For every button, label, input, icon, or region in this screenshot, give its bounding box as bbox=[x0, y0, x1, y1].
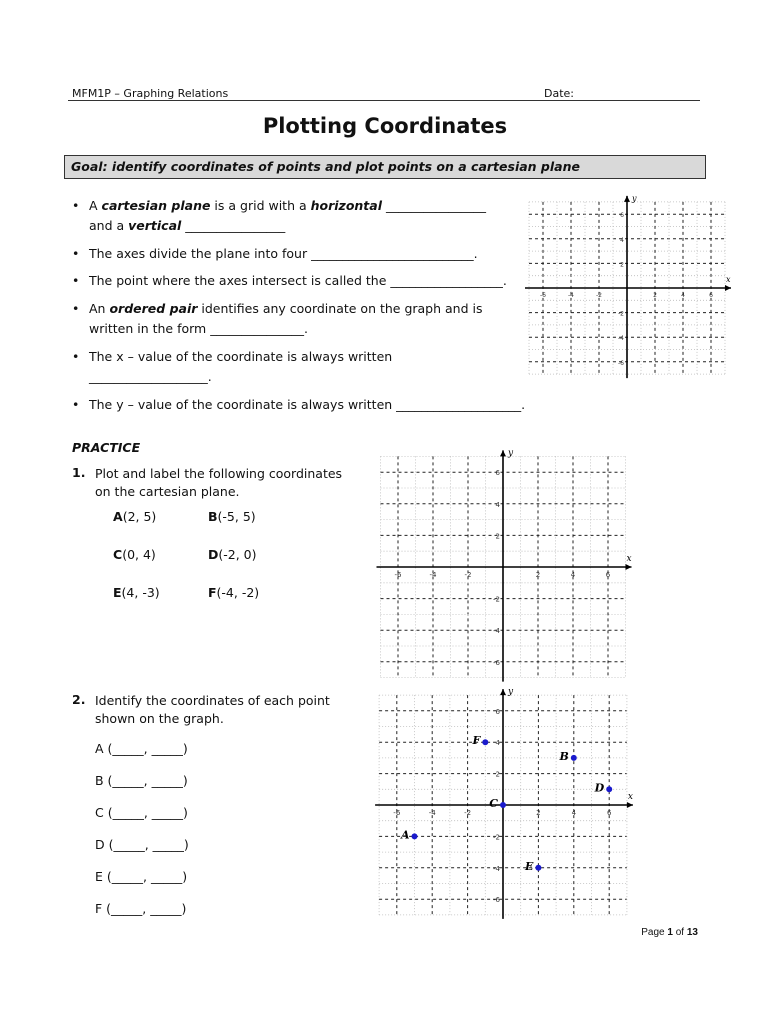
q2-graph-point-f bbox=[482, 739, 488, 745]
q2-graph-point-a bbox=[412, 833, 418, 839]
q2-answer-line: B (_____, _____) bbox=[95, 773, 188, 788]
q1-graph-y-tick-label: -2 bbox=[493, 595, 500, 604]
q2-graph-point-label: E bbox=[525, 859, 534, 873]
q2-graph-x-tick-label: -2 bbox=[464, 809, 472, 817]
intro-graph-y-tick-label: -2 bbox=[618, 310, 624, 318]
q2-answer-line: F (_____, _____) bbox=[95, 901, 187, 916]
q1-graph-y-tick-label: 4 bbox=[495, 500, 500, 509]
q1-graph-x-label: x bbox=[626, 554, 632, 564]
q1-graph-y-tick-label: 2 bbox=[495, 532, 500, 541]
q2-answer-line: D (_____, _____) bbox=[95, 837, 189, 852]
q2-graph-x-label: x bbox=[627, 792, 633, 802]
q2-answer-line: E (_____, _____) bbox=[95, 869, 188, 884]
q2-graph-y-tick-label: 4 bbox=[495, 739, 500, 748]
q2-graph-y-tick-label: 2 bbox=[495, 770, 500, 779]
intro-graph-y-tick-label: 4 bbox=[620, 236, 624, 244]
q2-graph-x-tick-label: -6 bbox=[393, 809, 401, 817]
q2-graph-x-tick-label: 2 bbox=[536, 809, 541, 817]
q1-point-d: D(-2, 0) bbox=[208, 547, 257, 562]
goal-box: Goal: identify coordinates of points and plot points on a cartesian plane bbox=[64, 155, 706, 179]
q1-point-b: B(-5, 5) bbox=[208, 509, 256, 524]
q2-graph-point-e bbox=[535, 865, 541, 871]
page-title: Plotting Coordinates bbox=[262, 114, 508, 138]
q2-graph-point-b bbox=[571, 755, 577, 761]
q2-graph-x-tick-label: 6 bbox=[606, 809, 612, 817]
q1-point-e: E(4, -3) bbox=[113, 585, 160, 600]
q1-point-f: F(-4, -2) bbox=[208, 585, 260, 600]
intro-graph-x-tick-label: 4 bbox=[681, 292, 685, 299]
q2-graph-y-arrow-icon bbox=[500, 689, 506, 695]
intro-graph-y-label: y bbox=[632, 193, 637, 203]
course-title: MFM1P – Graphing Relations bbox=[72, 87, 229, 100]
intro-graph-y-tick-label: 6 bbox=[620, 212, 624, 220]
q1-graph-y-label: y bbox=[508, 448, 514, 459]
q1-graph-x-tick-label: 2 bbox=[535, 571, 541, 579]
q2-graph-point-label: A bbox=[400, 828, 410, 842]
q2-graph-point-c bbox=[500, 802, 506, 808]
bullet-origin: • The point where the axes intersect is called the __________________. bbox=[72, 271, 507, 291]
q1-graph-y-tick-label: 6 bbox=[495, 469, 500, 478]
q2-graph-point-label: D bbox=[594, 781, 605, 795]
q2-graph-point-label: C bbox=[489, 797, 498, 810]
q2-graph-y-tick-label: -4 bbox=[493, 864, 500, 873]
q2-graph-x-tick-label: -4 bbox=[428, 809, 436, 817]
intro-graph-x-tick-label: 2 bbox=[653, 292, 657, 299]
q1-graph-x-tick-label: -6 bbox=[394, 571, 402, 579]
q2-graph-x-arrow-icon bbox=[627, 802, 633, 808]
q1-number: 1. bbox=[72, 465, 86, 480]
q1-graph-x-tick-label: 4 bbox=[570, 571, 576, 579]
q2-graph-y-tick-label: -6 bbox=[493, 896, 500, 905]
q2-answer-line: C (_____, _____) bbox=[95, 805, 188, 820]
intro-graph-x-tick-label: 6 bbox=[709, 292, 713, 299]
bullet-y-value: • The y – value of the coordinate is always written ____________________. bbox=[72, 395, 525, 415]
q2-graph-point-label: B bbox=[559, 749, 569, 763]
q2-number: 2. bbox=[72, 692, 86, 707]
intro-graph-y-tick-label: -4 bbox=[618, 335, 624, 343]
intro-graph-y-tick-label: -6 bbox=[618, 359, 624, 367]
intro-graph-x-tick-label: -6 bbox=[540, 292, 546, 299]
q2-graph-y-label: y bbox=[508, 687, 514, 698]
q1-graph-x-tick-label: -2 bbox=[464, 571, 472, 579]
intro-graph-x-tick-label: -2 bbox=[596, 292, 602, 299]
q1-point-a: A(2, 5) bbox=[113, 509, 157, 524]
q2-instructions: Identify the coordinates of each point shown on the graph. bbox=[95, 693, 330, 726]
bullet-quadrants: • The axes divide the plane into four __________________________. bbox=[72, 244, 478, 264]
bullet-ordered-pair: • An ordered pair identifies any coordinate on the graph and is written in the form _______________. bbox=[72, 299, 483, 339]
q1-graph-y-arrow-icon bbox=[500, 450, 506, 456]
date-label: Date: bbox=[544, 87, 574, 100]
intro-graph-x-tick-label: -4 bbox=[568, 292, 574, 299]
practice-heading: PRACTICE bbox=[72, 440, 141, 455]
intro-graph-x-label: x bbox=[726, 275, 731, 284]
q2-graph-x-tick-label: 4 bbox=[571, 809, 577, 817]
q1-graph-y-tick-label: -6 bbox=[493, 658, 500, 667]
intro-graph-y-arrow-icon bbox=[624, 196, 630, 202]
intro-graph-x-arrow-icon bbox=[725, 285, 731, 291]
q1-graph-x-tick-label: 6 bbox=[605, 571, 611, 579]
q2-answer-line: A (_____, _____) bbox=[95, 741, 188, 756]
q1-instructions: Plot and label the following coordinates on the cartesian plane. bbox=[95, 466, 343, 499]
q1-graph-x-tick-label: -4 bbox=[429, 571, 437, 579]
bullet-x-value: • The x – value of the coordinate is always written ___________________. bbox=[72, 347, 392, 387]
q2-graph-point-d bbox=[606, 786, 612, 792]
intro-graph-y-tick-label: 2 bbox=[620, 261, 624, 269]
q2-graph-y-tick-label: 6 bbox=[495, 707, 500, 716]
q2-graph-point-label: F bbox=[472, 734, 481, 748]
bullet-cartesian-plane: • A cartesian plane is a grid with a horizontal ________________ and a vertical ________________ bbox=[72, 196, 486, 236]
q1-graph-x-arrow-icon bbox=[626, 564, 632, 570]
q1-point-c: C(0, 4) bbox=[113, 547, 156, 562]
q1-graph-y-tick-label: -4 bbox=[493, 627, 500, 636]
q2-graph-y-tick-label: -2 bbox=[493, 833, 500, 842]
page-number: Page 1 of 13 bbox=[641, 927, 698, 938]
